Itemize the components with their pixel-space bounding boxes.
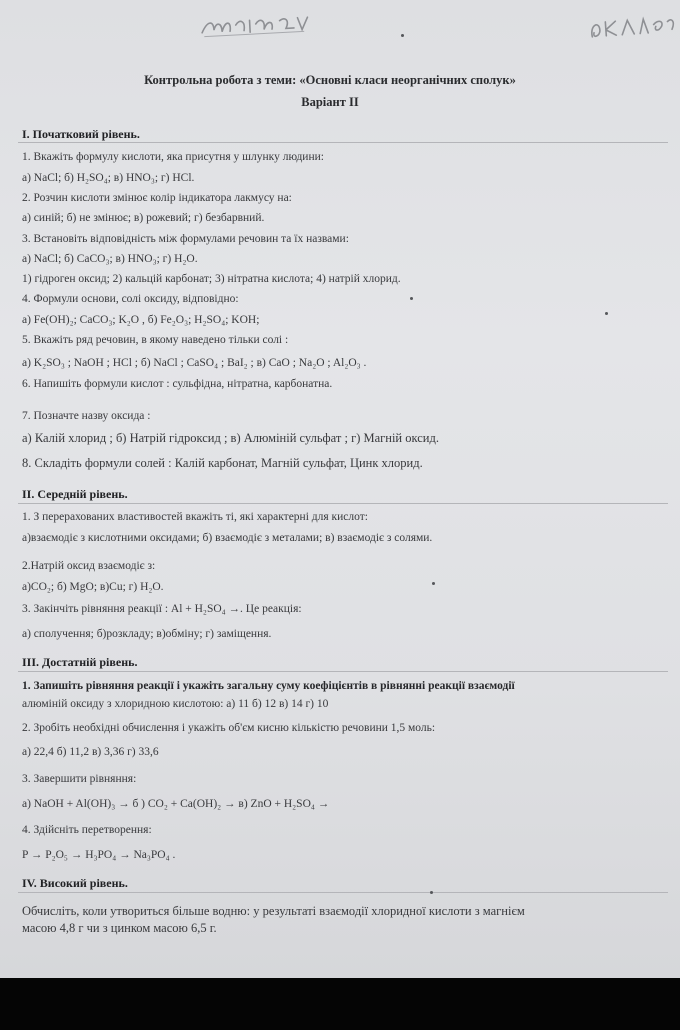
- divider: [18, 142, 668, 143]
- answers-2-1: а)взаємодіє з кислотними оксидами; б) взаємодіє з металами; в) взаємодіє з солями.: [22, 532, 433, 544]
- answers-1-4: а) Fe(OH)₂; CaCO₃; K₂O , б) Fe₂O₃; H₂SO₄; KOH;: [22, 314, 260, 326]
- section-heading-1: I. Початковий рівень.: [22, 127, 140, 141]
- answers-1-1: а) NaCl; б) H₂SO₄; в) HNO₃; г) HCl.: [22, 172, 195, 184]
- question-2-1: 1. З перерахованих властивостей вкажіть ті, які характерні для кислот:: [22, 511, 368, 523]
- question-4-1: Обчисліть, коли утвориться більше водню: у результаті взаємодії хлоридної кислоти з магнієм: [22, 904, 525, 918]
- section-heading-3: III. Достатній рівень.: [22, 655, 138, 669]
- question-2-2: 2.Натрій оксид взаємодіє з:: [22, 560, 156, 572]
- answers-1-3: а) NaCl; б) CaCO₃; в) HNO₃; г) H₂O.: [22, 253, 198, 265]
- question-1-8: 8. Складіть формули солей : Калій карбонат, Магній сульфат, Цинк хлорид.: [22, 456, 423, 470]
- handwriting-scribble-left: [199, 11, 310, 41]
- variant-label: Варіант II: [301, 95, 359, 109]
- answers-3-1: алюміній оксиду з хлоридною кислотою: а) 11 б) 12 в) 14 г) 10: [22, 698, 329, 710]
- divider: [18, 503, 668, 504]
- paper-speck: [430, 891, 433, 894]
- paper-speck: [401, 34, 404, 37]
- section-heading-2: II. Середній рівень.: [22, 487, 128, 501]
- divider: [18, 892, 668, 893]
- answers-2-3: а) сполучення; б)розкладу; в)обміну; г) заміщення.: [22, 628, 272, 640]
- page-title: Контрольна робота з теми: «Основні класи неорганічних сполук»: [144, 73, 516, 87]
- question-4-1-cont: масою 4,8 г чи з цинком масою 6,5 г.: [22, 921, 217, 935]
- answers-1-5: а) K₂SO₃ ; NaOH ; HCl ; б) NaCl ; CaSO₄ ; BaI₂ ; в) CaO ; Na₂O ; Al₂O₃ .: [22, 357, 367, 369]
- paper-speck: [432, 582, 435, 585]
- question-1-4: 4. Формули основи, солі оксиду, відповідно:: [22, 293, 239, 305]
- question-1-3: 3. Встановіть відповідність між формулами речовин та їх назвами:: [22, 233, 349, 245]
- paper-speck: [410, 297, 413, 300]
- question-1-5: 5. Вкажіть ряд речовин, в якому наведено тільки солі :: [22, 334, 289, 346]
- question-2-3: 3. Закінчіть рівняння реакції : Al + H₂SO₄ →. Це реакція:: [22, 603, 302, 615]
- paper-speck: [605, 312, 608, 315]
- question-3-4: 4. Здійсніть перетворення:: [22, 824, 152, 836]
- answers-1-2: а) синій; б) не змінює; в) рожевий; г) безбарвний.: [22, 212, 265, 224]
- handwritten-name-scribble: [199, 11, 310, 47]
- question-1-1: 1. Вкажіть формулу кислоти, яка присутня у шлунку людини:: [22, 151, 324, 163]
- handwriting-scribble-right: [587, 11, 679, 45]
- answers-2-2: а)CO₂; б) MgO; в)Cu; г) H₂O.: [22, 581, 164, 593]
- question-1-2: 2. Розчин кислоти змінює колір індикатора лакмусу на:: [22, 192, 292, 204]
- question-1-7: 7. Позначте назву оксида :: [22, 410, 151, 422]
- handwritten-class-scribble: [587, 11, 679, 50]
- question-3-3: 3. Завершити рівняння:: [22, 773, 137, 785]
- question-3-1: 1. Запишіть рівняння реакції і укажіть загальну суму коефіцієнтів в рівнянні реакції взаємодії: [22, 680, 515, 692]
- answers-3-2: а) 22,4 б) 11,2 в) 3,36 г) 33,6: [22, 746, 159, 758]
- divider: [18, 671, 668, 672]
- answers-3-4: P → P₂O₅ → H₃PO₄ → Na₃PO₄ .: [22, 849, 176, 861]
- answers-3-3: а) NaOH + Al(OH)₃ → б ) CO₂ + Ca(OH)₂ → в) ZnO + H₂SO₄ →: [22, 798, 330, 810]
- answers-1-7: а) Калій хлорид ; б) Натрій гідроксид ; в) Алюміній сульфат ; г) Магній оксид.: [22, 431, 439, 445]
- question-1-6: 6. Напишіть формули кислот : сульфідна, нітратна, карбонатна.: [22, 378, 333, 390]
- section-heading-4: IV. Високий рівень.: [22, 876, 128, 890]
- question-3-2: 2. Зробіть необхідні обчислення і укажіть об'єм кисню кількістю речовини 1,5 моль:: [22, 722, 436, 734]
- names-1-3: 1) гідроген оксид; 2) кальцій карбонат; 3) нітратна кислота; 4) натрій хлорид.: [22, 273, 401, 285]
